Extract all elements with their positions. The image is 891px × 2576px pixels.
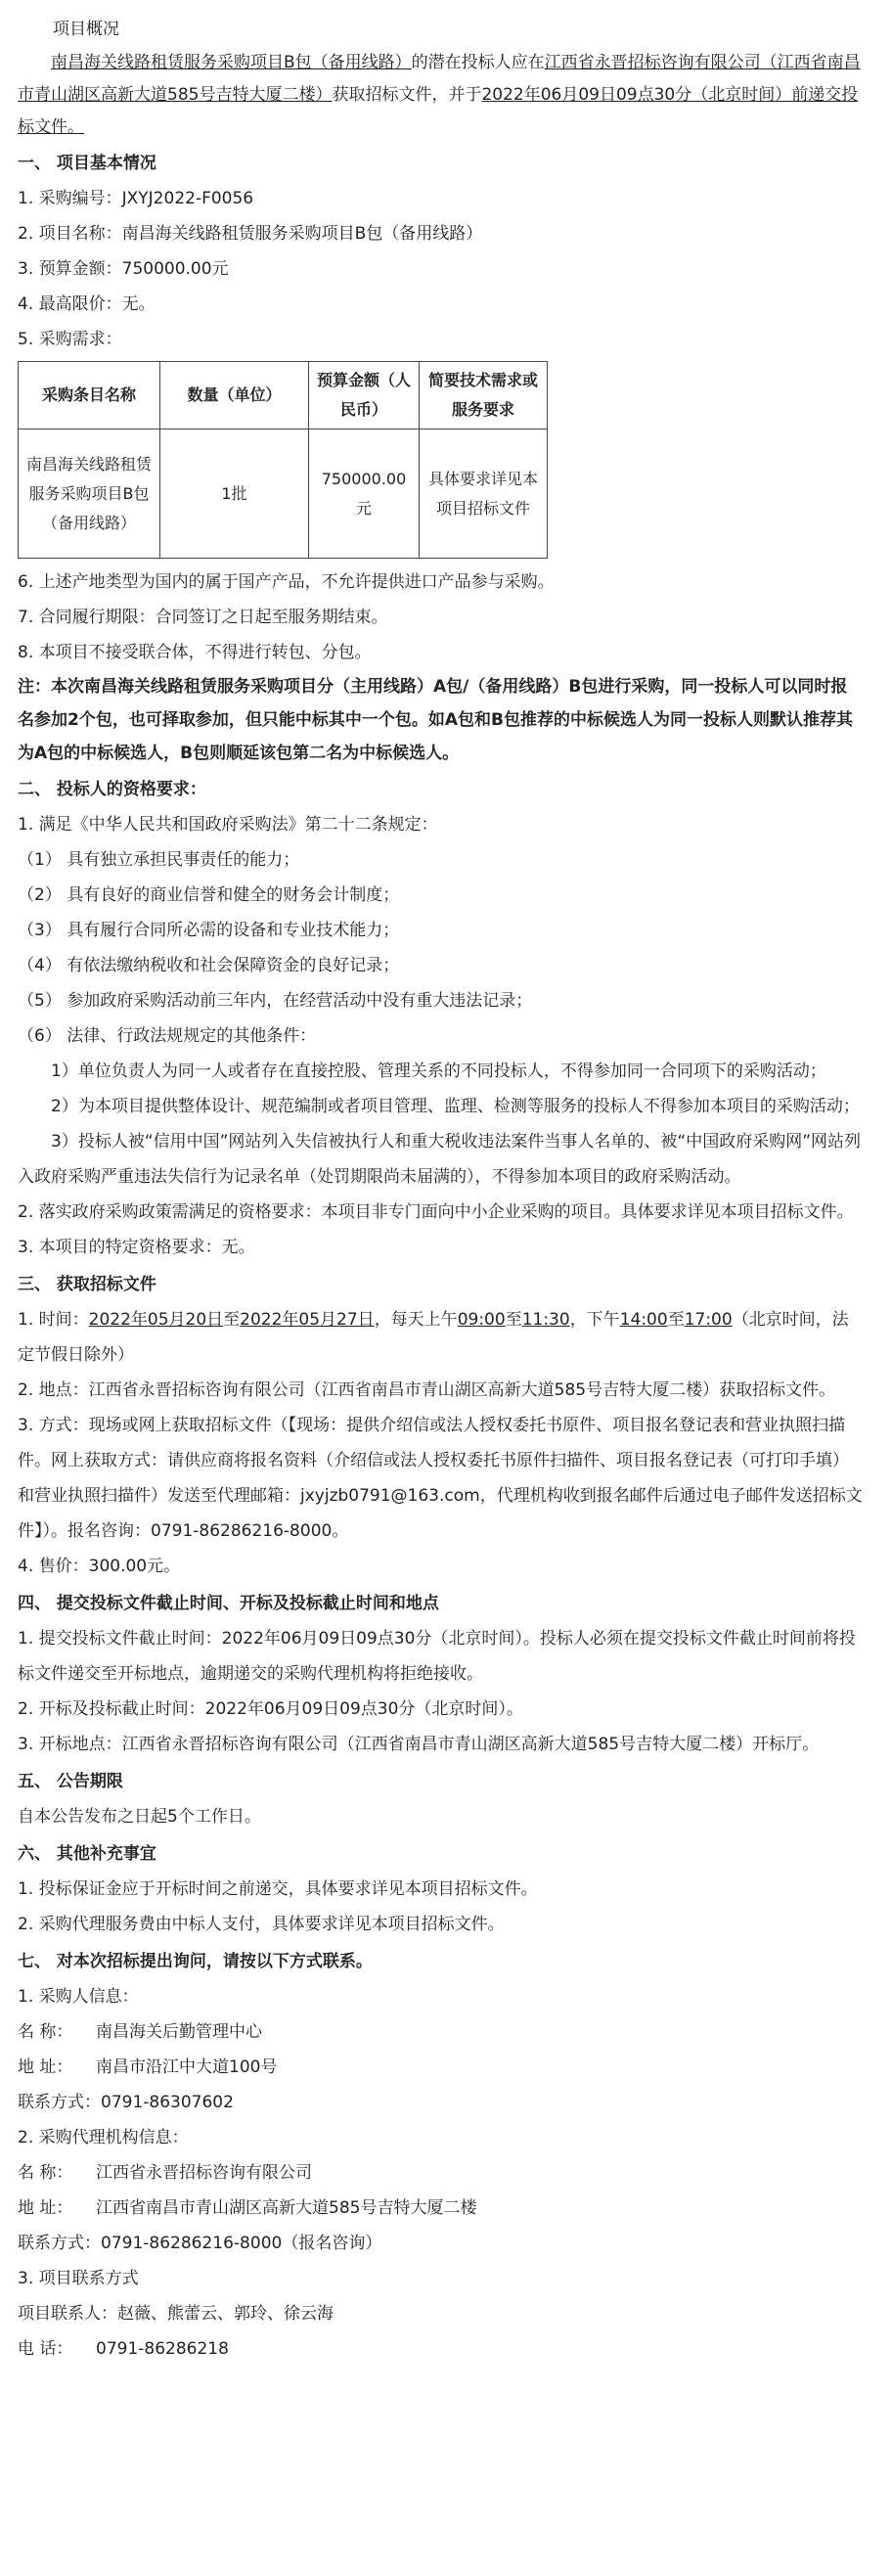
- section-7-title: 七、 对本次招标提出询问，请按以下方式联系。: [18, 1952, 373, 1971]
- s2-item: （6） 法律、行政法规规定的其他条件：: [18, 1026, 317, 1046]
- procurement-table: [18, 361, 548, 559]
- intro-project-name: 南昌海关线路租赁服务采购项目B包（备用线路）: [51, 53, 412, 72]
- buyer-contact-label: 联系方式：: [18, 2093, 101, 2112]
- table-header-row: [19, 362, 548, 429]
- agent-title: 2. 采购代理机构信息：: [18, 2128, 189, 2147]
- proj-people-row: [18, 2296, 864, 2331]
- s4-item: 2. 开标及投标截止时间：2022年06月09日09点30分（北京时间）。: [18, 1699, 523, 1719]
- section-5-title: 五、 公告期限: [18, 1772, 123, 1791]
- agent-addr-row: [18, 2191, 864, 2226]
- s4-item: 3. 开标地点：江西省永晋招标咨询有限公司（江西省南昌市青山湖区高新大道585号吉特大厦二楼）开标厅。: [18, 1735, 820, 1754]
- s2-item: （1） 具有独立承担民事责任的能力；: [18, 850, 300, 870]
- s6-item: 2. 采购代理服务费由中标人支付，具体要求详见本项目招标文件。: [18, 1915, 505, 1934]
- buyer-addr-row: [18, 2050, 864, 2085]
- proj-title: 3. 项目联系方式: [18, 2269, 139, 2288]
- s1-item: 1. 采购编号：JXYJ2022-F0056: [18, 189, 254, 208]
- intro-deadline: 2022年06月09日09点30分（北京时间）: [481, 85, 792, 105]
- s1-item: 6. 上述产地类型为国内的属于国产产品，不允许提供进口产品参与采购。: [18, 572, 555, 592]
- time-to: 至: [667, 1310, 685, 1330]
- buyer-name: 南昌海关后勤管理中心: [96, 2022, 262, 2042]
- table-cell: 南昌海关线路租赁服务采购项目B包（备用线路）: [19, 429, 160, 559]
- section-3-title: 三、 获取招标文件: [18, 1275, 156, 1294]
- pm-label: ，下午: [569, 1310, 620, 1330]
- table-header: 预算金额（人民币）: [309, 362, 420, 429]
- table-header: 数量（单位）: [160, 362, 309, 429]
- table-cell: 1批: [160, 429, 309, 559]
- section-1-title: 一、 项目基本情况: [18, 154, 156, 173]
- s2-paragraph: 3. 本项目的特定资格要求：无。: [18, 1238, 255, 1257]
- time-to: 至: [223, 1310, 241, 1330]
- agent-contact: 0791-86286216-8000（报名咨询）: [101, 2234, 382, 2253]
- pm-start: 14:00: [619, 1310, 668, 1330]
- s2-sub-item: 2）为本项目提供整体设计、规范编制或者项目管理、监理、检测等服务的投标人不得参加本项目的采购活动；: [51, 1097, 860, 1116]
- buyer-addr: 南昌市沿江中大道100号: [96, 2057, 278, 2077]
- s3-method: 3. 方式：现场或网上获取招标文件（【现场：提供介绍信或法人授权委托书原件、项目报名登记表和营业执照扫描件。网上获取方式：请供应商将报名资料（介绍信或法人授权委托书原件扫描件、项目报名登记表（可打印手填）和营业执照扫描件）发送至代理邮箱：jxyjzb0791@163.com，代理机构收到报名邮件后通过电子邮件发送招标文件】）。报名咨询：0791-86286216-8000。: [18, 1416, 863, 1541]
- s1-item: 7. 合同履行期限：合同签订之日起至服务期结束。: [18, 608, 388, 627]
- time-to: 至: [505, 1310, 522, 1330]
- time-tail: （北京时间，法定节假日除外）: [18, 1310, 849, 1365]
- s1-item: 8. 本项目不接受联合体，不得进行转包、分包。: [18, 643, 372, 662]
- s1-item: 3. 预算金额：750000.00元: [18, 259, 229, 279]
- agent-name-row: [18, 2155, 864, 2191]
- intro-tail: 前递交投标文件。: [18, 85, 859, 137]
- buyer-name-row: [18, 2014, 864, 2050]
- buyer-name-label: 名 称：: [18, 2022, 73, 2042]
- s2-item: （5） 参加政府采购活动前三年内，在经营活动中没有重大违法记录；: [18, 991, 533, 1011]
- table-row: [19, 429, 548, 559]
- proj-phone-label: 电 话：: [18, 2339, 73, 2359]
- section-4-title: 四、 提交投标文件截止时间、开标及投标截止时间和地点: [18, 1594, 439, 1613]
- agent-addr: 江西省南昌市青山湖区高新大道585号吉特大厦二楼: [96, 2198, 477, 2218]
- intro-agent: 江西省永晋招标咨询有限公司（江西省南昌市青山湖区高新大道585号吉特大厦二楼）: [18, 53, 861, 105]
- table-cell: 具体要求详见本项目招标文件: [420, 429, 548, 559]
- s1-item: 4. 最高限价：无。: [18, 294, 156, 314]
- table-cell: 750000.00元: [309, 429, 420, 559]
- proj-people: 赵薇、熊蕾云、郭玲、徐云海: [117, 2304, 334, 2324]
- agent-name-label: 名 称：: [18, 2163, 73, 2183]
- table-header: 采购条目名称: [19, 362, 160, 429]
- proj-phone: 0791-86286218: [96, 2339, 229, 2359]
- s4-item: 1. 提交投标文件截止时间：2022年06月09日09点30分（北京时间）。投标人必须在提交投标文件截止时间前将投标文件递交至开标地点，逾期递交的采购代理机构将拒绝接收。: [18, 1629, 856, 1684]
- s2-item: （2） 具有良好的商业信誉和健全的财务会计制度；: [18, 885, 400, 905]
- lot-note: 注：本次南昌海关线路租赁服务采购项目分（主用线路）A包/（备用线路）B包进行采购，同一投标人可以同时报名参加2个包，也可择取参加，但只能中标其中一个包。如A包和B包推荐的中标候选人为同一投标人则默认推荐其为A包的中标候选人，B包则顺延该包第二名为中标候选人。: [18, 677, 853, 763]
- s2-sub-item: 1）单位负责人为同一人或者存在直接控股、管理关系的不同投标人，不得参加同一合同项下的采购活动；: [51, 1062, 826, 1081]
- s3-price: 4. 售价：300.00元。: [18, 1557, 181, 1576]
- s2-item: （3） 具有履行合同所必需的设备和专业技术能力；: [18, 921, 400, 940]
- section-6-title: 六、 其他补充事宜: [18, 1844, 156, 1864]
- am-start: 09:00: [457, 1310, 506, 1330]
- intro-text: 的潜在投标人应在: [411, 53, 545, 72]
- agent-addr-label: 地 址：: [18, 2198, 73, 2218]
- s3-time: [18, 1302, 864, 1373]
- agent-name: 江西省永晋招标咨询有限公司: [96, 2163, 312, 2183]
- time-mid: ，每天上午: [374, 1310, 458, 1330]
- table-header: 简要技术需求或服务要求: [420, 362, 548, 429]
- s3-place: 2. 地点：江西省永晋招标咨询有限公司（江西省南昌市青山湖区高新大道585号吉特大厦二楼）获取招标文件。: [18, 1380, 836, 1400]
- s5-text: 自本公告发布之日起5个工作日。: [18, 1807, 261, 1827]
- buyer-contact: 0791-86307602: [101, 2093, 234, 2112]
- s1-item: 5. 采购需求：: [18, 330, 122, 349]
- s2-paragraph: 2. 落实政府采购政策需满足的资格要求：本项目非专门面向中小企业采购的项目。具体要求详见本项目招标文件。: [18, 1202, 854, 1222]
- s1-item: 2. 项目名称：南昌海关线路租赁服务采购项目B包（备用线路）: [18, 224, 483, 244]
- buyer-title: 1. 采购人信息：: [18, 1987, 139, 2007]
- s2-intro: 1. 满足《中华人民共和国政府采购法》第二十二条规定：: [18, 815, 438, 835]
- pm-end: 17:00: [684, 1310, 733, 1330]
- buyer-addr-label: 地 址：: [18, 2057, 73, 2077]
- proj-people-label: 项目联系人：: [18, 2304, 117, 2324]
- s2-item: （4） 有依法缴纳税收和社会保障资金的良好记录；: [18, 956, 400, 975]
- intro-paragraph: [18, 47, 864, 144]
- time-label: 1. 时间：: [18, 1310, 89, 1330]
- agent-contact-label: 联系方式：: [18, 2234, 101, 2253]
- agent-contact-row: [18, 2226, 864, 2261]
- time-end: 2022年05月27日: [240, 1310, 375, 1330]
- s2-sub-item: 3）投标人被“信用中国”网站列入失信被执行人和重大税收违法案件当事人名单的、被“中国政府采购网”网站列入政府采购严重违法失信行为记录名单（处罚期限尚未届满的），不得参加本项目的政府采购活动。: [18, 1132, 862, 1187]
- s6-item: 1. 投标保证金应于开标时间之前递交，具体要求详见本项目招标文件。: [18, 1879, 538, 1899]
- overview-title: 项目概况: [53, 20, 119, 39]
- section-2-title: 二、 投标人的资格要求：: [18, 780, 206, 799]
- proj-phone-row: [18, 2331, 864, 2367]
- buyer-contact-row: [18, 2085, 864, 2120]
- time-start: 2022年05月20日: [88, 1310, 224, 1330]
- intro-text-2: 获取招标文件，并于: [332, 85, 482, 105]
- am-end: 11:30: [521, 1310, 570, 1330]
